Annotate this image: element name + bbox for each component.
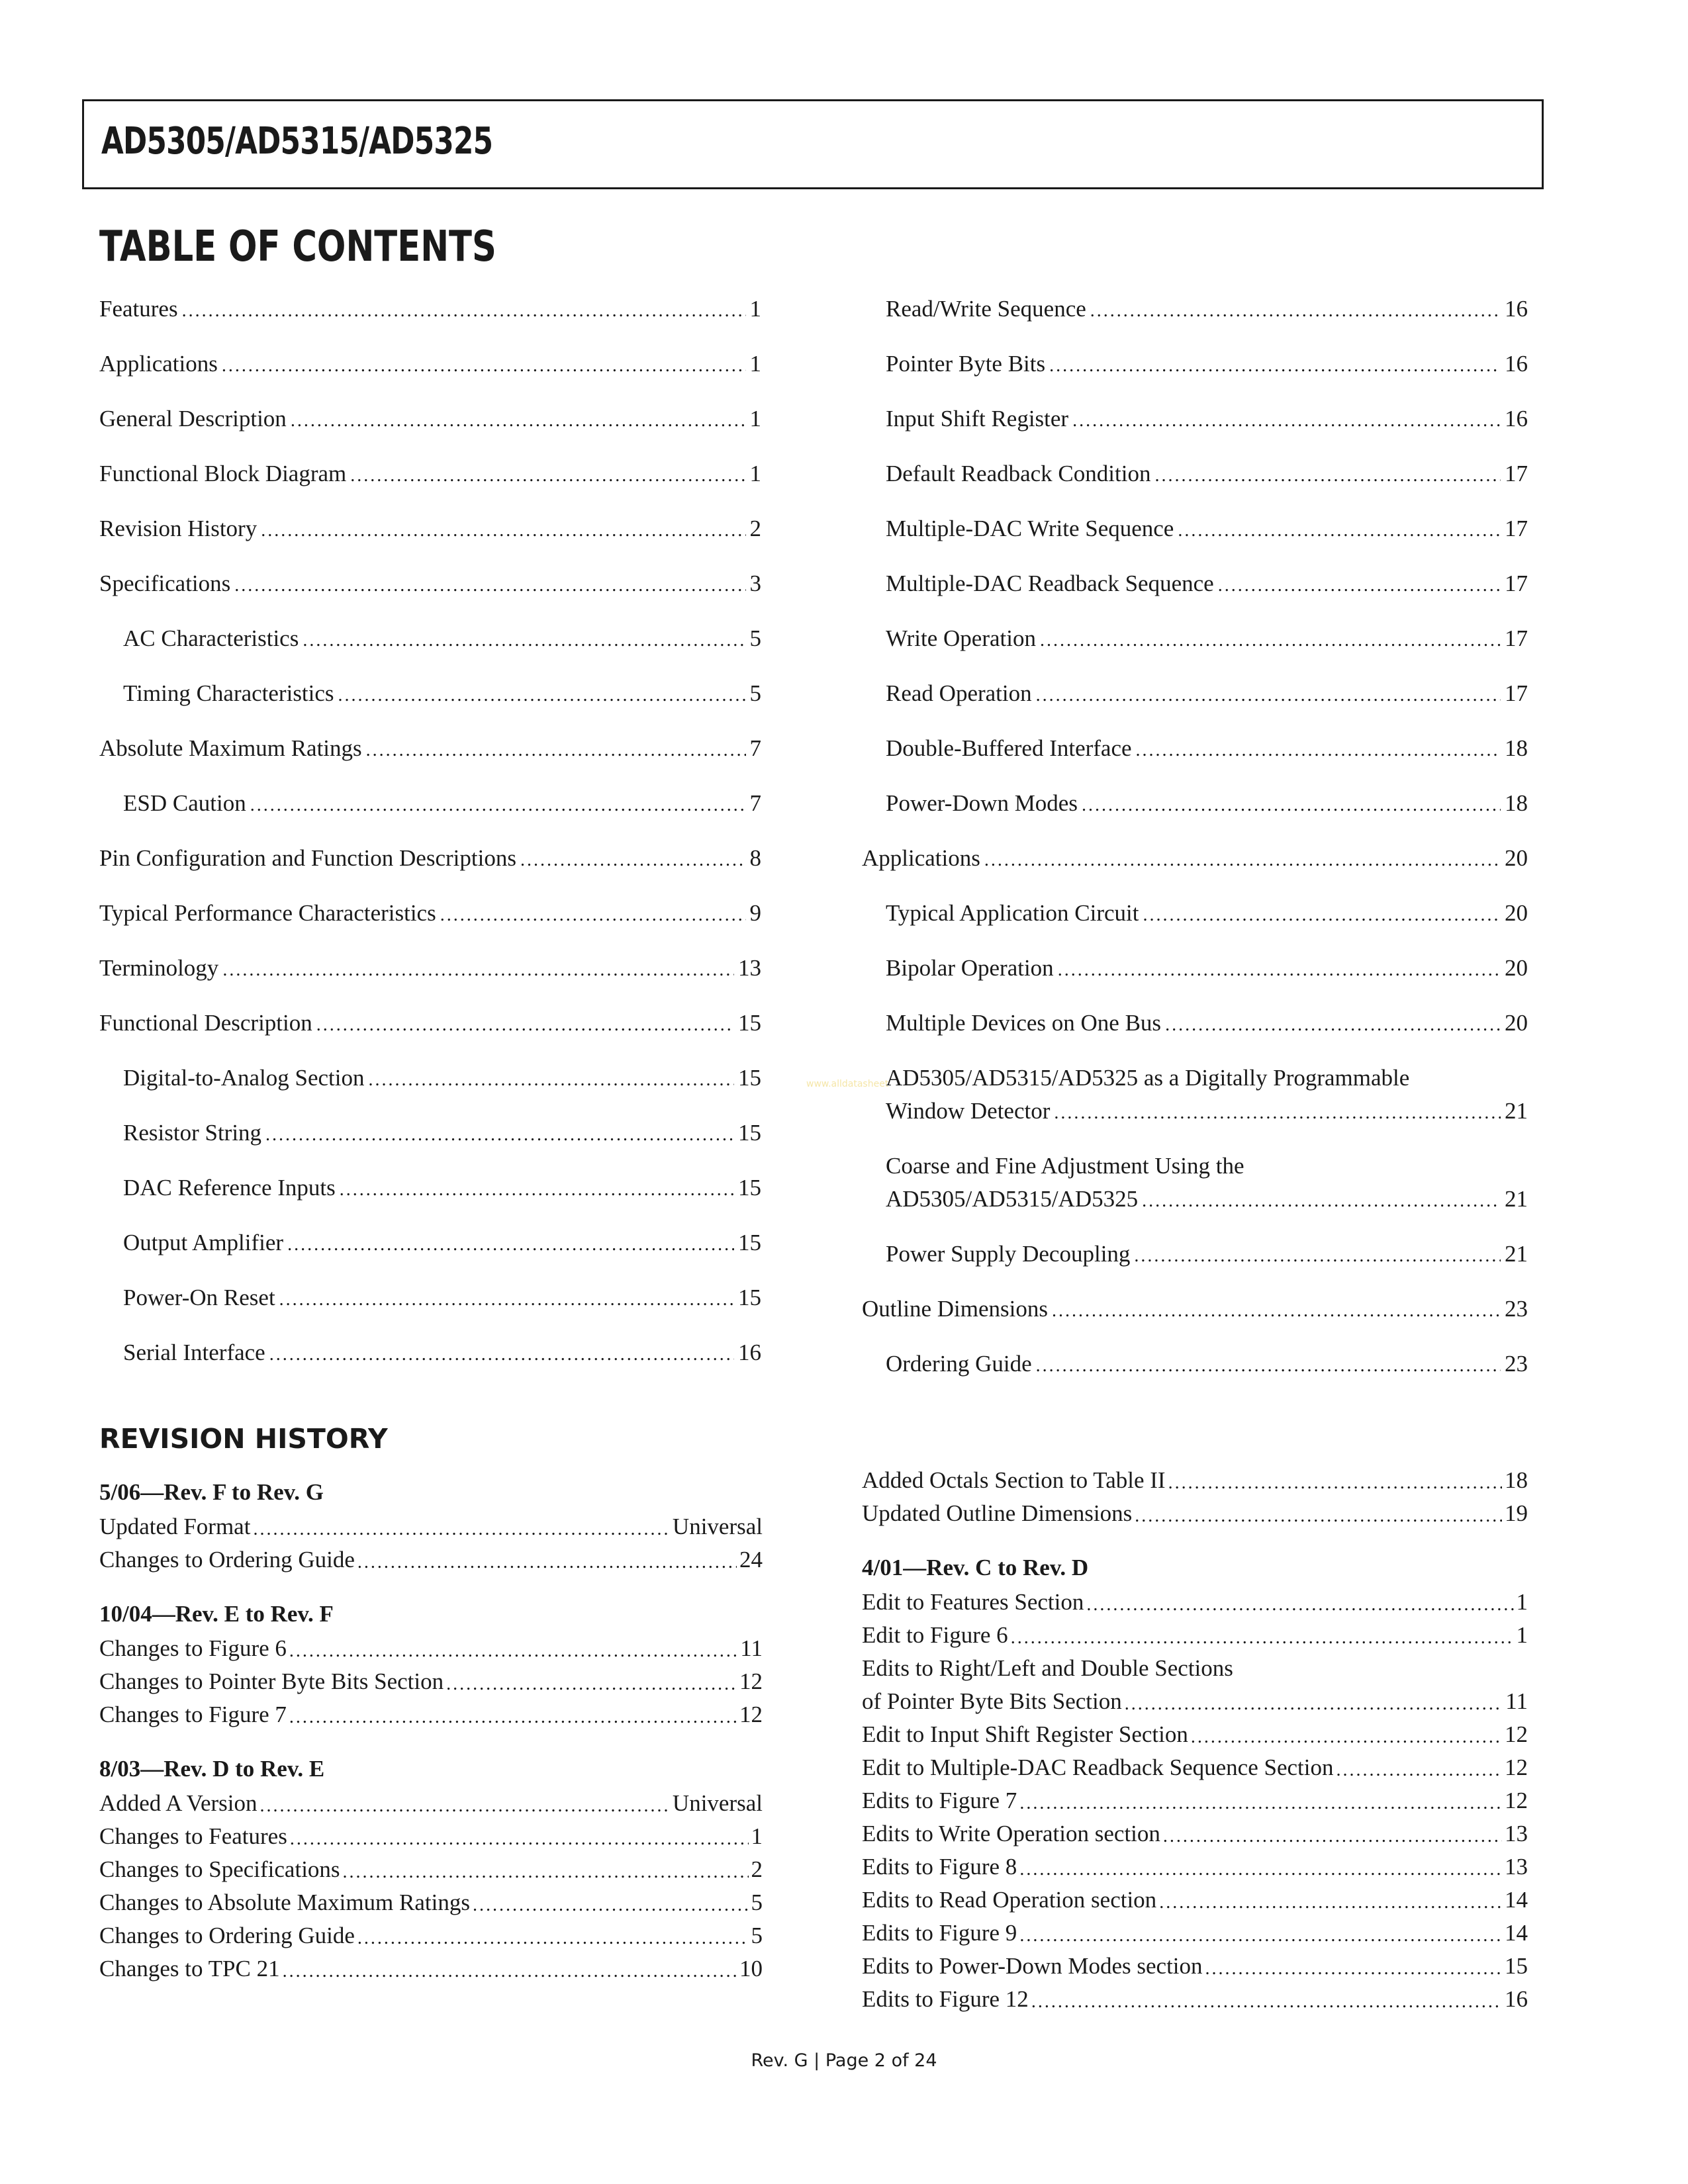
entry-page: 15 [738,1230,761,1255]
entry-label: Added Octals Section to Table II [862,1467,1166,1493]
dot-leader [1178,518,1501,544]
entry-label: Digital-to-Analog Section [123,1065,365,1091]
dot-leader [250,792,746,819]
entry-page: 18 [1505,735,1528,761]
revision-entry[interactable] [862,1464,1528,1497]
dot-leader [1135,1502,1502,1530]
entry-page: 16 [738,1340,761,1365]
dot-leader [1125,1690,1503,1718]
entry-page: 16 [1505,406,1528,432]
entry-label: Changes to Specifications [99,1856,340,1882]
entry-page: 16 [1505,296,1528,322]
entry-label: Typical Application Circuit [886,900,1139,926]
entry-label: Specifications [99,570,231,596]
dot-leader [473,1891,749,1919]
toc-entry[interactable] [886,349,1528,379]
entry-label: Edit to Multiple-DAC Readback Sequence Section [862,1754,1334,1780]
entry-label: Changes to Figure 6 [99,1635,287,1661]
dot-leader [1019,1922,1502,1950]
entry-page: 16 [1505,351,1528,377]
toc-entry[interactable] [886,514,1528,544]
revision-entry[interactable] [862,1784,1528,1817]
dot-leader [234,572,745,599]
entry-label: Output Amplifier [123,1230,284,1255]
entry-label: AD5305/AD5315/AD5325 [886,1186,1139,1212]
revision-entry[interactable] [862,1983,1528,2016]
entry-label: Features [99,296,178,322]
toc-entry[interactable] [886,733,1528,764]
entry-label: Double-Buffered Interface [886,735,1132,761]
revision-entry[interactable] [862,1685,1528,1718]
entry-page: 15 [738,1120,761,1146]
entry-label: Pointer Byte Bits [886,351,1046,377]
toc-entry[interactable] [99,459,761,489]
entry-label: Edit to Features Section [862,1589,1084,1615]
entry-label: Edits to Power-Down Modes section [862,1953,1203,1979]
dot-leader [1036,682,1501,709]
dot-leader [1218,572,1501,599]
entry-page: 20 [1505,900,1528,926]
toc-entry[interactable] [886,1239,1528,1269]
entry-label: Bipolar Operation [886,955,1054,981]
revision-entry[interactable] [99,1853,763,1886]
entry-page: 1 [1516,1589,1528,1615]
entry-page: Universal [672,1790,763,1816]
toc-entry[interactable] [99,294,761,324]
toc-title: TABLE OF CONTENTS [99,222,496,271]
entry-page: 11 [740,1635,763,1661]
revision-entry[interactable] [99,1543,763,1576]
revision-entry[interactable] [99,1665,763,1698]
revision-entry[interactable] [99,1698,763,1731]
revision-entry[interactable] [99,1632,763,1665]
toc-entry[interactable] [886,404,1528,434]
revision-entry[interactable] [862,1497,1528,1530]
entry-label: Edits to Figure 12 [862,1986,1029,2012]
entry-page: 1 [749,351,761,377]
entry-page: 12 [739,1668,763,1694]
entry-page: 19 [1505,1500,1528,1526]
entry-label: Typical Performance Characteristics [99,900,436,926]
entry-page: 12 [739,1702,763,1727]
entry-label: Power Supply Decoupling [886,1241,1131,1267]
dot-leader [1165,1012,1501,1038]
dot-leader [1143,902,1501,929]
entry-page: 7 [749,790,761,816]
dot-leader [290,1825,749,1853]
entry-page: 5 [749,625,761,651]
revision-entry[interactable] [99,1820,763,1853]
toc-entry[interactable] [123,1283,761,1313]
toc-entry[interactable] [99,733,761,764]
toc-entry-first-line[interactable]: Coarse and Fine Adjustment Using the [886,1153,1244,1179]
entry-page: 15 [738,1065,761,1091]
entry-page: 1 [751,1823,763,1849]
dot-leader [1072,408,1501,434]
dot-leader [289,1704,737,1731]
dot-leader [287,1232,734,1258]
entry-label: Edits to Write Operation section [862,1821,1160,1846]
entry-label: Changes to Figure 7 [99,1702,287,1727]
entry-label: Read/Write Sequence [886,296,1086,322]
entry-label: Read Operation [886,680,1032,706]
entry-label: Updated Format [99,1514,251,1539]
dot-leader [279,1287,734,1313]
dot-leader [343,1858,749,1886]
dot-leader [984,847,1501,874]
toc-entry[interactable] [99,404,761,434]
dot-leader [520,847,746,874]
dot-leader [269,1342,734,1368]
revision-entry[interactable] [862,1586,1528,1619]
dot-leader [283,1958,737,1985]
entry-page: 20 [1505,955,1528,981]
dot-leader [369,1067,734,1093]
dot-leader [1058,957,1501,983]
entry-label: Functional Block Diagram [99,461,347,486]
toc-entry[interactable] [886,569,1528,599]
revision-entry[interactable] [862,1619,1528,1652]
entry-page: 21 [1505,1186,1528,1212]
entry-label: Changes to Ordering Guide [99,1923,355,1948]
revision-entry[interactable] [99,1886,763,1919]
toc-entry[interactable] [862,843,1528,874]
dot-leader [1031,1988,1502,2016]
dot-leader [289,1637,737,1665]
revision-entry[interactable] [862,1718,1528,1751]
part-number-title: AD5305/AD5315/AD5325 [101,120,493,163]
toc-entry[interactable] [123,678,761,709]
entry-label: Timing Characteristics [123,680,334,706]
entry-label: Applications [862,845,980,871]
toc-entry[interactable] [886,294,1528,324]
toc-entry[interactable] [886,1008,1528,1038]
revision-entry[interactable] [862,1884,1528,1917]
toc-entry[interactable] [123,1228,761,1258]
revision-entry[interactable] [99,1919,763,1952]
toc-entry[interactable] [123,1063,761,1093]
toc-entry[interactable] [886,1096,1528,1126]
entry-page: 17 [1505,625,1528,651]
toc-entry-first-line[interactable]: AD5305/AD5315/AD5325 as a Digitally Programmable [886,1065,1410,1091]
dot-leader [1168,1469,1502,1497]
entry-page: 9 [749,900,761,926]
dot-leader [1134,1243,1501,1269]
entry-page: 21 [1505,1098,1528,1124]
entry-label: Edits to Read Operation section [862,1887,1157,1913]
entry-page: 15 [738,1285,761,1310]
dot-leader [440,902,746,929]
entry-label: Resistor String [123,1120,262,1146]
dot-leader [316,1012,734,1038]
entry-label: ESD Caution [123,790,246,816]
dot-leader [222,353,746,379]
dot-leader [222,957,734,983]
dot-leader [446,1670,737,1698]
entry-label: Edit to Input Shift Register Section [862,1721,1188,1747]
dot-leader [1205,1955,1502,1983]
dot-leader [1052,1298,1501,1324]
dot-leader [1040,627,1501,654]
entry-page: 20 [1505,845,1528,871]
entry-label: Write Operation [886,625,1036,651]
entry-page: 14 [1505,1887,1528,1913]
watermark: www.alldatasheet [806,1079,889,1089]
toc-entry[interactable] [886,953,1528,983]
entry-page: 12 [1505,1788,1528,1813]
entry-label: AC Characteristics [123,625,299,651]
entry-page: 12 [1505,1754,1528,1780]
toc-entry[interactable] [886,898,1528,929]
dot-leader [1082,792,1501,819]
toc-entry[interactable] [99,898,761,929]
entry-page: 5 [749,680,761,706]
entry-page: 5 [751,1923,763,1948]
entry-page: 12 [1505,1721,1528,1747]
revision-heading: 5/06—Rev. F to Rev. G [99,1479,324,1505]
entry-label: Changes to TPC 21 [99,1956,280,1981]
toc-entry[interactable] [99,514,761,544]
entry-page: 13 [738,955,761,981]
dot-leader [291,408,746,434]
entry-page: 23 [1505,1296,1528,1322]
entry-page: 1 [749,296,761,322]
entry-page: 20 [1505,1010,1528,1036]
entry-label: Default Readback Condition [886,461,1151,486]
dot-leader [253,1516,669,1543]
entry-page: 15 [1505,1953,1528,1979]
entry-label: Power-Down Modes [886,790,1078,816]
toc-entry[interactable] [99,1008,761,1038]
entry-label: of Pointer Byte Bits Section [862,1688,1122,1714]
entry-page: 13 [1505,1854,1528,1880]
dot-leader [1019,1790,1502,1817]
entry-page: 2 [749,516,761,541]
dot-leader [1154,463,1501,489]
entry-label: Window Detector [886,1098,1051,1124]
dot-leader [1136,737,1501,764]
toc-entry[interactable] [886,623,1528,654]
dot-leader [338,682,746,709]
toc-entry[interactable] [886,788,1528,819]
dot-leader [1191,1723,1502,1751]
entry-page: 23 [1505,1351,1528,1377]
entry-label: Ordering Guide [886,1351,1032,1377]
revision-heading: 4/01—Rev. C to Rev. D [862,1555,1089,1580]
dot-leader [1159,1889,1502,1917]
toc-entry[interactable] [886,459,1528,489]
entry-label: Power-On Reset [123,1285,275,1310]
dot-leader [357,1925,749,1952]
entry-page: 14 [1505,1920,1528,1946]
entry-label: Changes to Pointer Byte Bits Section [99,1668,444,1694]
entry-page: 7 [749,735,761,761]
dot-leader [1163,1823,1502,1850]
dot-leader [340,1177,734,1203]
entry-page: 10 [739,1956,763,1981]
revision-entry[interactable] [99,1787,763,1820]
revision-history-title: REVISION HISTORY [99,1423,388,1455]
entry-page: 17 [1505,570,1528,596]
entry-label: Input Shift Register [886,406,1069,432]
entry-page: Universal [672,1514,763,1539]
entry-label: Functional Description [99,1010,312,1036]
entry-label: Added A Version [99,1790,258,1816]
toc-entry[interactable] [99,349,761,379]
entry-label: Terminology [99,955,219,981]
dot-leader [265,1122,734,1148]
entry-label: Multiple Devices on One Bus [886,1010,1162,1036]
toc-entry[interactable] [123,1173,761,1203]
toc-entry[interactable] [99,569,761,599]
toc-entry[interactable] [886,1349,1528,1379]
entry-label: Changes to Absolute Maximum Ratings [99,1889,470,1915]
entry-page: 15 [738,1010,761,1036]
dot-leader [261,518,745,544]
dot-leader [1336,1756,1502,1784]
toc-entry[interactable] [99,953,761,983]
revision-entry[interactable] [862,1817,1528,1850]
revision-entry-first-line: Edits to Right/Left and Double Sections [862,1655,1233,1681]
dot-leader [357,1549,737,1576]
revision-heading: 8/03—Rev. D to Rev. E [99,1756,325,1782]
revision-entry[interactable] [862,1950,1528,1983]
entry-page: 5 [751,1889,763,1915]
entry-page: 8 [749,845,761,871]
entry-label: Serial Interface [123,1340,265,1365]
entry-page: 1 [749,406,761,432]
entry-page: 16 [1505,1986,1528,2012]
revision-entry[interactable] [862,1751,1528,1784]
entry-page: 1 [1516,1622,1528,1648]
dot-leader [1049,353,1501,379]
entry-label: Multiple-DAC Write Sequence [886,516,1174,541]
toc-entry[interactable] [886,1184,1528,1214]
entry-page: 24 [739,1547,763,1572]
entry-label: Edits to Figure 9 [862,1920,1017,1946]
entry-label: Absolute Maximum Ratings [99,735,362,761]
entry-page: 2 [751,1856,763,1882]
dot-leader [1090,298,1501,324]
revision-entry[interactable] [862,1850,1528,1884]
entry-page: 3 [749,570,761,596]
entry-label: General Description [99,406,287,432]
entry-page: 17 [1505,680,1528,706]
dot-leader [303,627,745,654]
entry-label: Edit to Figure 6 [862,1622,1008,1648]
toc-entry[interactable] [862,1294,1528,1324]
entry-page: 17 [1505,461,1528,486]
dot-leader [1086,1591,1513,1619]
entry-page: 13 [1505,1821,1528,1846]
header-box [82,99,1544,189]
entry-label: Updated Outline Dimensions [862,1500,1133,1526]
entry-label: Edits to Figure 7 [862,1788,1017,1813]
toc-entry[interactable] [99,843,761,874]
entry-page: 15 [738,1175,761,1201]
revision-entry[interactable] [862,1917,1528,1950]
revision-entry[interactable] [99,1510,763,1543]
entry-page: 18 [1505,790,1528,816]
dot-leader [1036,1353,1501,1379]
entry-label: Edits to Figure 8 [862,1854,1017,1880]
dot-leader [366,737,746,764]
entry-page: 18 [1505,1467,1528,1493]
entry-page: 21 [1505,1241,1528,1267]
toc-entry[interactable] [123,1118,761,1148]
entry-label: DAC Reference Inputs [123,1175,336,1201]
entry-label: Pin Configuration and Function Descriptions [99,845,516,871]
entry-label: Revision History [99,516,258,541]
entry-label: Changes to Ordering Guide [99,1547,355,1572]
entry-page: 11 [1505,1688,1528,1714]
entry-page: 17 [1505,516,1528,541]
dot-leader [1142,1188,1501,1214]
dot-leader [350,463,745,489]
page-footer: Rev. G | Page 2 of 24 [751,2050,937,2071]
entry-label: Applications [99,351,218,377]
revision-heading: 10/04—Rev. E to Rev. F [99,1601,334,1627]
toc-entry[interactable] [123,788,761,819]
dot-leader [1011,1624,1514,1652]
dot-leader [1019,1856,1502,1884]
toc-entry[interactable] [886,678,1528,709]
entry-page: 1 [749,461,761,486]
toc-entry[interactable] [123,623,761,654]
dot-leader [260,1792,670,1820]
toc-entry[interactable] [123,1338,761,1368]
dot-leader [182,298,746,324]
revision-entry[interactable] [99,1952,763,1985]
entry-label: Outline Dimensions [862,1296,1048,1322]
dot-leader [1054,1100,1501,1126]
entry-label: Changes to Features [99,1823,287,1849]
entry-label: Multiple-DAC Readback Sequence [886,570,1214,596]
